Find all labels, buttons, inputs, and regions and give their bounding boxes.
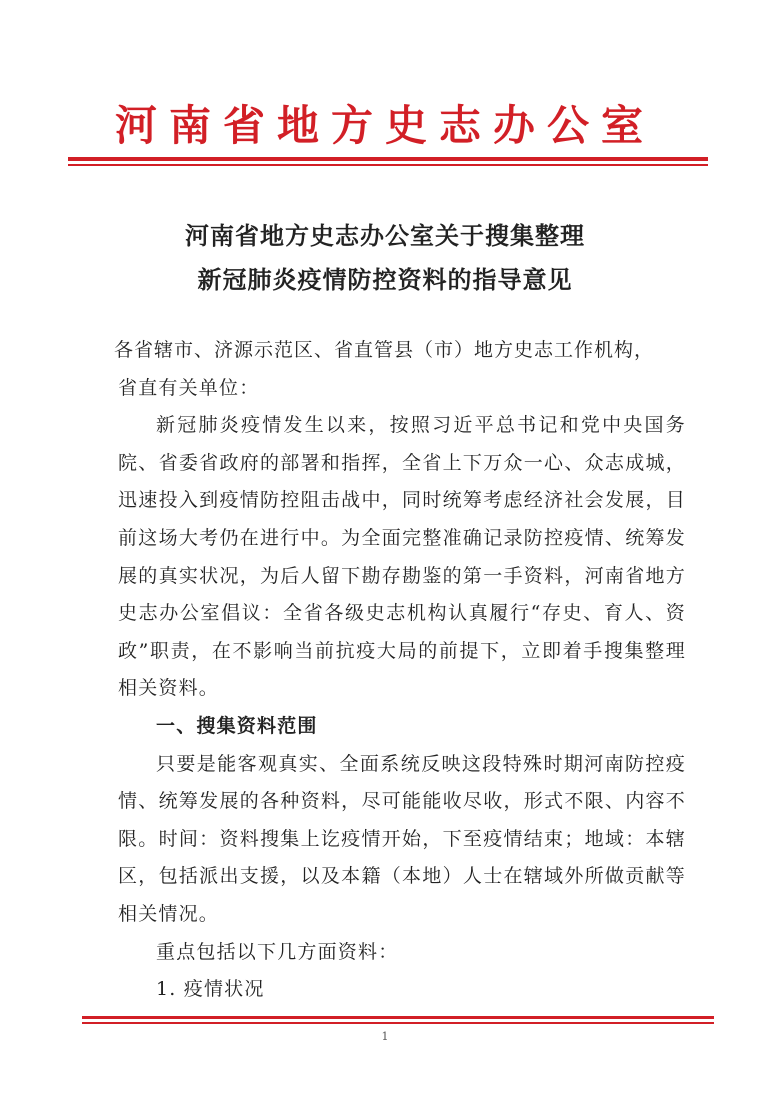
document-title-line-1: 河南省地方史志办公室关于搜集整理 <box>185 222 585 250</box>
salutation-line-1: 各省辖市、济源示范区、省直管县（市）地方史志工作机构， <box>114 339 655 361</box>
section-heading: 一、搜集资料范围 <box>156 714 318 737</box>
intro-paragraph: 新冠肺炎疫情发生以来，按照习近平总书记和党中央国务院、省委省政府的部署和指挥，全省上下万众一心、众志成城，迅速投入到疫情防控阻击战中，同时统筹考虑经济社会发展，目前这场大考仍在进行中。为全面完整准确记录防控疫情、统筹发展的真实状况，为后人留下勘存勘鉴的第一手资料，河南省地方史志办公室倡议：全省各级史志机构认真履行“存史、育人、资政”职责，在不影响当前抗疫大局的前提下，立即着手搜集整理相关资料。 <box>118 414 686 700</box>
masthead-rule-thick <box>68 157 708 161</box>
page-number: 1 <box>381 1030 389 1043</box>
footer-rule-thick <box>82 1016 714 1019</box>
masthead-title: 河南省地方史志办公室 <box>114 101 655 150</box>
focus-paragraph: 重点包括以下几方面资料： <box>156 940 399 963</box>
salutation-line-2: 省直有关单位： <box>118 376 260 399</box>
document-title-line-2: 新冠肺炎疫情防控资料的指导意见 <box>197 266 573 294</box>
list-item-1: 1. 疫情状况 <box>156 978 265 1001</box>
masthead-rule-thin <box>68 164 708 166</box>
document-body <box>114 332 686 1009</box>
scope-paragraph: 只要是能客观真实、全面系统反映这段特殊时期河南防控疫情、统筹发展的各种资料，尽可能能收尽收，形式不限、内容不限。时间：资料搜集上讫疫情开始，下至疫情结束；地域：本辖区，包括派出支援，以及本籍（本地）人士在辖域外所做贡献等相关情况。 <box>118 752 686 925</box>
footer-rule-thin <box>82 1022 714 1024</box>
